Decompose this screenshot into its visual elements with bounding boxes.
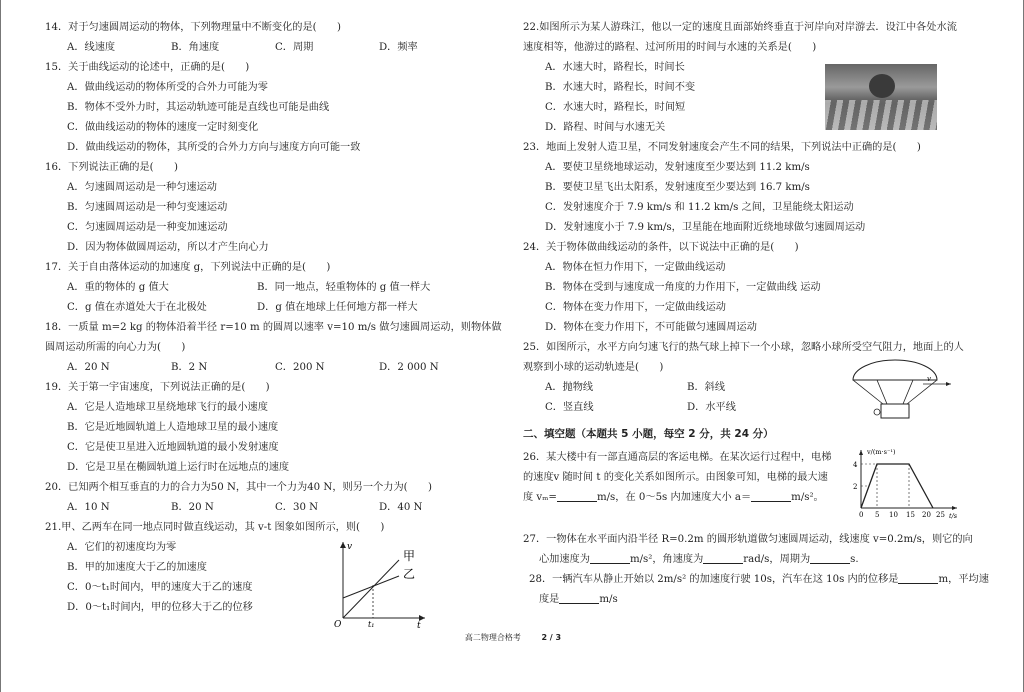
option: A．做曲线运动的物体所受的合外力可能为零 [67,82,268,93]
question-19: 19．关于第一宇宙速度，下列说法正确的是( ) [45,382,270,393]
y-tick: 2 [853,483,858,491]
question-28 [523,570,993,590]
line-yi [343,576,399,598]
vt-graph [331,536,431,628]
answer-blank[interactable] [557,489,597,502]
option: B．2 N [171,362,208,373]
option: D．40 N [379,502,423,513]
option: C．水速大时，路程长，时间短 [545,102,686,113]
option: A．物体在恒力作用下，一定做曲线运动 [545,262,726,273]
option: D．水平线 [687,402,736,413]
question-17: 17．关于自由落体运动的加速度 g，下列说法中正确的是( ) [45,262,331,273]
x-tick: 10 [889,511,898,519]
footer-title: 高二物理合格考 [464,633,521,642]
option: A．它们的初速度均为零 [67,542,177,553]
option: A．线速度 [67,42,116,53]
left-column [45,18,505,618]
x-tick: 0 [859,511,864,519]
basket [881,404,909,418]
option: C．0～t₁时间内，甲的速度大于乙的速度 [67,582,253,593]
question-15: 15．关于曲线运动的论述中，正确的是( ) [45,62,250,73]
question-26: 26．某大楼中有一部直通高层的客运电梯。在某次运行过程中，电梯 [523,452,832,463]
x-axis-arrow [952,506,957,510]
question-18: 18．一质量 m=2 kg 的物体沿着半径 r=10 m 的圆周以速率 v=10 m/s 做匀速圆周运动，则物体做 [45,322,502,333]
question-17-options [45,278,505,298]
answer-blank[interactable] [751,489,791,502]
answer-blank[interactable] [590,551,630,564]
option: A．它是人造地球卫星绕地球飞行的最小速度 [67,402,268,413]
x-axis-label: t/s [949,512,958,520]
page-number: 2 / 3 [541,633,562,642]
answer-blank[interactable] [898,571,938,584]
velocity-arrowhead [946,382,951,386]
question-27-blanks [523,550,993,570]
water-waves [825,100,937,130]
x-tick: 25 [936,511,945,519]
option: D．g 值在地球上任何地方都一样大 [257,302,418,313]
answer-blank[interactable] [810,551,850,564]
text: m/s，在 0～5s 内加速度大小 a＝ [596,492,752,503]
option: A．匀速圆周运动是一种匀速运动 [67,182,217,193]
text: rad/s，周期为 [743,554,811,565]
question-14-options [45,38,505,58]
t1-label: t₁ [368,620,375,628]
balloon-figure [847,358,957,422]
t-label: t [417,621,421,628]
question-16: 16．下列说法正确的是( ) [45,162,178,173]
option: C．200 N [275,362,325,373]
yi-label: 乙 [403,567,416,581]
y-tick: 4 [853,461,858,469]
option: D．做曲线运动的物体，其所受的合外力方向与速度方向可能一致 [67,142,361,153]
text: m/s [599,594,618,605]
option: A．要使卫星绕地球运动，发射速度至少要达到 11.2 km/s [545,162,810,173]
origin-label: O [334,620,342,628]
option: C．物体在变力作用下，一定做曲线运动 [545,302,726,313]
option: B．20 N [171,502,214,513]
x-tick: 20 [922,511,931,519]
question-18-cont: 圆周运动所需的向心力为( ) [45,342,186,353]
option: C．做曲线运动的物体的速度一定时刻变化 [67,122,259,133]
option: C．竖直线 [545,402,594,413]
text: m，平均速 [938,574,989,585]
question-17-options [45,298,505,318]
option: C．匀速圆周运动是一种变加速运动 [67,222,228,233]
option: B．斜线 [687,382,726,393]
option: D．频率 [379,42,418,53]
question-27: 27．一物体在水平面内沿半径 R=0.2m 的圆形轨道做匀速圆周运动，线速度 v=0.2m/s，则它的向 [523,534,973,545]
option: D．2 000 N [379,362,439,373]
section-title: 二、填空题（本题共 5 小题，每空 2 分，共 24 分） [523,428,774,440]
x-tick: 5 [875,511,880,519]
question-25-cont: 观察到小球的运动轨迹是( ) [523,362,664,373]
line-jia [343,560,399,618]
jia-label: 甲 [403,549,416,563]
balloon-canopy [853,360,937,380]
option: A．抛物线 [545,382,594,393]
text: m/s²，角速度为 [629,554,704,565]
x-tick: 15 [906,511,915,519]
page-footer [1,632,1024,643]
option: A．10 N [67,502,110,513]
option: D．它是卫星在椭圆轨道上运行时在远地点的速度 [67,462,290,473]
v-axis-arrow [340,542,346,548]
question-20: 20．已知两个相互垂直的力的合力为50 N，其中一个力为40 N，则另一个力为( ) [45,482,432,493]
ball [874,409,880,415]
option: D．0～t₁时间内，甲的位移大于乙的位移 [67,602,253,613]
question-22: 22.如图所示为某人游珠江，他以一定的速度且面部始终垂直于河岸向对岸游去．设江中各处水流 [523,22,957,33]
answer-blank[interactable] [703,551,743,564]
option: B．物体不受外力时，其运动轨迹可能是直线也可能是曲线 [67,102,330,113]
option: D．物体在变力作用下，不可能做匀速圆周运动 [545,322,757,333]
option: B．水速大时，路程长，时间不变 [545,82,696,93]
option: D．路程、时间与水速无关 [545,122,666,133]
option: C．30 N [275,502,319,513]
option: A．水速大时，路程长，时间长 [545,62,685,73]
option: B．甲的加速度大于乙的加速度 [67,562,207,573]
option: B．匀速圆周运动是一种匀变速运动 [67,202,228,213]
text: 28．一辆汽车从静止开始以 2m/s² 的加速度行驶 10s，汽车在这 10s 内的位移是 [529,574,899,585]
text: 度 vₘ= [523,492,557,503]
question-14: 14．对于匀速圆周运动的物体，下列物理量中不断变化的是( ) [45,22,341,33]
option: A．重的物体的 g 值大 [67,282,169,293]
question-26-cont: 的速度v 随时间 t 的变化关系如图所示。由图象可知，电梯的最大速 [523,472,828,483]
option: C．它是使卫星进入近地圆轨道的最小发射速度 [67,442,279,453]
question-21: 21.甲、乙两车在同一地点同时做直线运动，其 v-t 图象如图所示，则( ) [45,522,385,533]
y-axis-label: v/(m·s⁻¹) [867,448,896,456]
option: B．它是近地圆轨道上人造地球卫星的最小速度 [67,422,279,433]
option: B．角速度 [171,42,220,53]
option: B．要使卫星飞出太阳系，发射速度至少要达到 16.7 km/s [545,182,810,193]
option: C．g 值在赤道处大于在北极处 [67,302,207,313]
option: B．同一地点，轻重物体的 g 值一样大 [257,282,431,293]
swimmer-photo [825,64,937,130]
question-28-cont [523,590,993,610]
text: s. [850,554,859,565]
elevator-vt-graph [847,446,963,520]
question-25: 25．如图所示，水平方向匀速飞行的热气球上掉下一个小球，忽略小球所受空气阻力，地面上的人 [523,342,964,353]
swimmer-head [869,74,895,98]
question-20-options [45,498,505,518]
option: D．发射速度小于 7.9 km/s，卫星能在地面附近绕地球做匀速圆周运动 [545,222,866,233]
y-axis-arrow [859,450,863,455]
question-23: 23．地面上发射人造卫星，不同发射速度会产生不同的结果，下列说法中正确的是( ) [523,142,921,153]
velocity-label: v [927,375,931,383]
question-24: 24．关于物体做曲线运动的条件，以下说法中正确的是( ) [523,242,799,253]
text: 度是 [539,594,560,605]
text: m/s²。 [791,492,824,503]
answer-blank[interactable] [559,591,599,604]
option: A．20 N [67,362,110,373]
text: 心加速度为 [539,554,590,565]
v-label: v [347,542,353,552]
question-22-cont: 速度相等，他游过的路程、过河所用的时间与水速的关系是( ) [523,42,817,53]
question-18-options [45,358,505,378]
option: C．发射速度介于 7.9 km/s 和 11.2 km/s 之间，卫星能绕太阳运动 [545,202,854,213]
option: B．物体在受到与速度成一角度的力作用下，一定做曲线 运动 [545,282,821,293]
option: D．因为物体做圆周运动，所以才产生向心力 [67,242,269,253]
velocity-curve [861,464,933,508]
option: C．周期 [275,42,314,53]
